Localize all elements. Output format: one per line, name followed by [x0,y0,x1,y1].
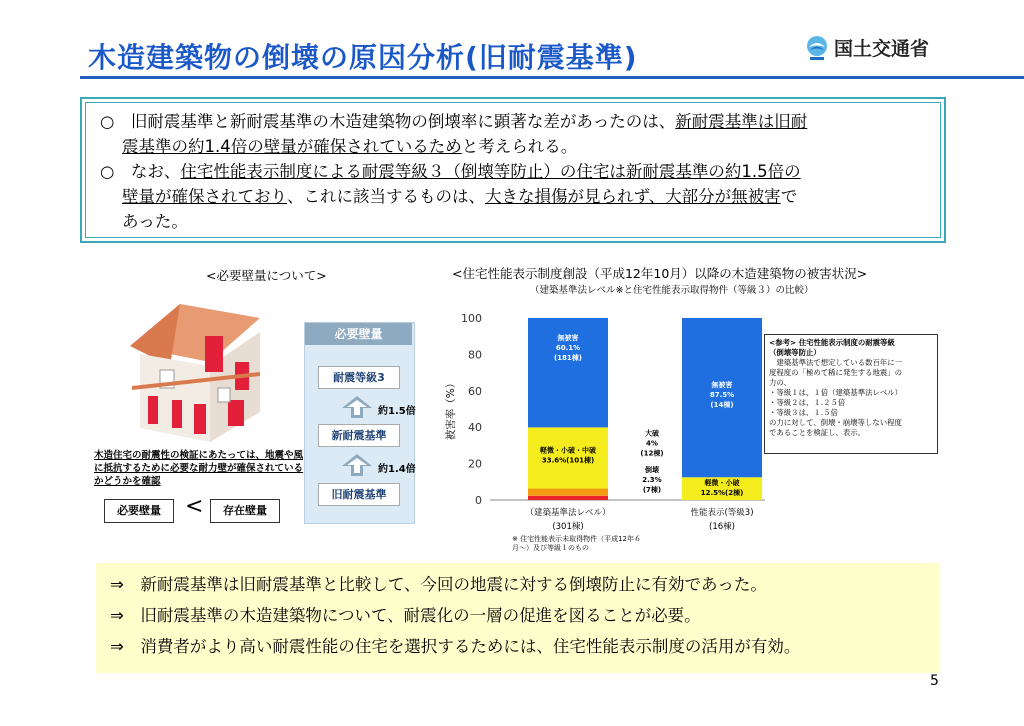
summary-text: と考えられる。 [461,137,578,156]
bar-segment [528,496,608,500]
data-label: 軽微・小破・中破 [540,446,596,455]
panel-title: 必要壁量 [305,323,412,345]
ref-line: であることを検証し、表示。 [769,428,866,437]
summary-underlined: 大きな損傷が見られず、大部分が無被害 [485,187,781,206]
summary-text: ○ 旧耐震基準と新耐震基準の木造建築物の倒壊率に顕著な差があったのは、 [100,112,676,131]
summary-box [80,97,946,243]
ref-line: 建築基準法で想定している数百年に一 [769,358,903,367]
multiplier-1-5: 約1.5倍 [378,406,416,417]
summary-text: あった。 [122,212,188,231]
x-count-label: (301棟) [552,522,584,532]
data-label: 4% [646,439,658,448]
required-wall-caption: <必要壁量について> [206,268,327,283]
data-label: 2.3% [642,475,662,484]
page-title: 木造建築物の倒壊の原因分析(旧耐震基準) [88,41,638,74]
level-grade3-box: 耐震等級3 [318,366,400,389]
arrow-up-icon [340,452,374,478]
summary-text: ○ なお、 [100,162,181,181]
data-label: 33.6%(101棟) [541,456,595,465]
title-underline [80,76,1024,79]
ref-line: ・等級２は、１.２５倍 [769,398,846,407]
conclusion-item: ⇒ 新耐震基準は旧耐震基準と比較して、今回の地震に対する倒壊防止に有効であった。 [110,575,767,594]
data-label: 軽微・小破 [704,479,740,488]
chart-footnote: ※ 住宅性能表示未取得物件（平成12年６月〜）及び等級１のもの [512,535,641,552]
data-label: 無被害 [711,381,733,390]
level-old-std-box: 旧耐震基準 [318,483,400,506]
summary-paragraph-1 [100,109,932,159]
ref-line: 力の、 [769,378,791,387]
damage-chart-subcaption: （建築基準法レベル※と住宅性能表示取得物件（等級３）の比較） [530,285,814,296]
reference-note-box [764,334,938,454]
x-tick-label: 性能表示(等級3) [690,508,754,518]
y-tick-label: 40 [468,421,482,435]
y-tick-label: 80 [468,348,482,362]
bar-segment [528,489,608,496]
data-label: 倒壊 [645,465,659,474]
data-label: 87.5% [709,391,735,400]
ref-line: <参考> 住宅性能表示制度の耐震等級 [769,338,895,347]
y-tick-label: 100 [461,312,482,325]
summary-paragraph-2 [100,159,932,234]
x-tick-label: （建築基準法レベル） [525,508,611,518]
conclusion-box [96,563,940,673]
page-number: 5 [930,673,939,689]
multiplier-1-4: 約1.4倍 [378,464,416,475]
house-note [94,449,304,488]
summary-underlined: 震基準の約1.4倍の壁量が確保されているため [122,137,462,156]
data-label: 60.1% [555,343,581,352]
damage-bar-chart [440,300,770,536]
summary-text: で [780,187,798,206]
ref-line: 度程度の「極めて稀に発生する地震」の [769,368,903,377]
data-label: (12棟) [640,449,664,458]
logo-text: 国土交通省 [834,38,930,60]
mlit-logo [806,34,929,61]
ref-line: の力に対して、倒壊・崩壊等しない程度 [769,418,902,427]
ref-line: ・等級３は、１.５倍 [769,408,838,417]
damage-chart-caption: <住宅性能表示制度創設（平成12年10月）以降の木造建築物の被害状況> [452,266,868,281]
y-tick-label: 20 [468,457,482,471]
data-label: 無被害 [557,333,579,342]
summary-text: 、これに該当するものは、 [287,187,485,206]
summary-underlined: 住宅性能表示制度による耐震等級３（倒壊等防止）の住宅は新耐震基準の約1.5倍の [180,162,801,181]
data-label: (14棟) [710,401,734,410]
y-tick-label: 0 [475,494,482,507]
mlit-emblem-icon [806,35,828,61]
x-count-label: (16棟) [709,522,735,532]
ref-line: （倒壊等防止） [769,348,821,357]
data-label: 12.5%(2棟) [700,489,744,498]
ref-line: ・等級１は、１倍（建築基準法レベル） [769,388,903,397]
summary-underlined: 新耐震基準は旧耐 [675,112,808,131]
conclusion-item: ⇒ 旧耐震基準の木造建築物について、耐震化の一層の促進を図ることが必要。 [110,606,701,625]
summary-underlined: 壁量が確保されており [122,187,287,206]
less-than-symbol: < [185,494,204,519]
y-tick-label: 60 [468,384,482,398]
existing-wall-box: 存在壁量 [210,499,280,523]
data-label: 大破 [645,429,659,438]
conclusion-item: ⇒ 消費者がより高い耐震性能の住宅を選択するためには、住宅性能表示制度の活用が有効。 [110,637,801,656]
house-illustration-icon [110,296,280,446]
y-axis-label: 被害率（%） [445,377,457,441]
data-label: (181棟) [553,353,583,362]
data-label: (7棟) [642,485,662,494]
required-wall-box: 必要壁量 [104,499,174,523]
arrow-up-icon [340,394,374,420]
level-new-std-box: 新耐震基準 [318,424,400,447]
house-note-text: 木造住宅の耐震性の検証にあたっては、地震や風に抵抗するために必要な耐力壁が確保されているかどうかを確認 [94,450,304,487]
